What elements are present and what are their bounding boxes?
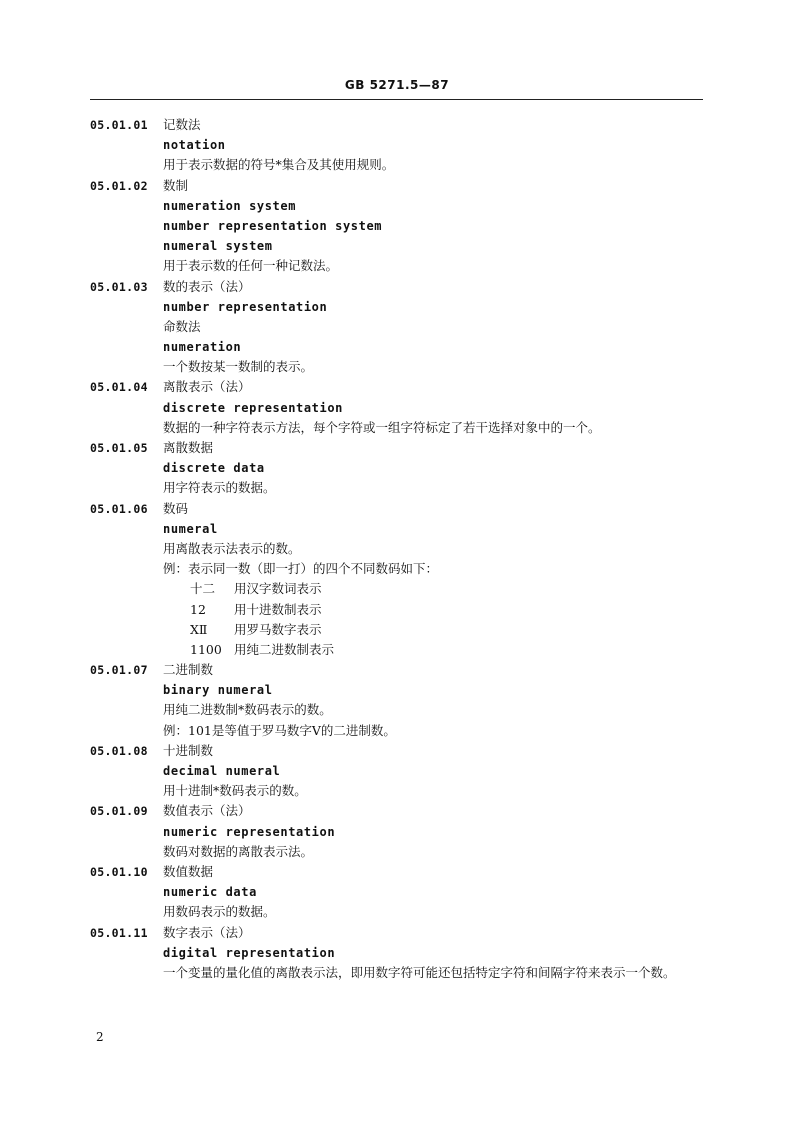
term-chinese: 数的表示（法）	[163, 278, 251, 294]
term-entry	[90, 862, 710, 923]
term-chinese: 离散数据	[163, 440, 214, 455]
example-code: 12	[190, 601, 206, 617]
term-entry	[90, 499, 710, 661]
term-definition: 用于表示数据的符号*集合及其使用规则。	[163, 157, 395, 173]
term-number: 05.01.03	[90, 279, 148, 294]
term-english: digital representation	[163, 945, 336, 960]
term-number: 05.01.01	[90, 118, 148, 132]
term-entry	[90, 801, 710, 862]
example-code: 十二	[190, 581, 216, 597]
term-chinese-alt: 命数法	[163, 318, 201, 334]
example-row	[190, 600, 710, 620]
term-entry	[90, 277, 710, 378]
example-row	[190, 640, 710, 660]
term-example: 例：表示同一数（即一打）的四个不同数码如下：	[163, 561, 439, 577]
term-example: 例：101是等值于罗马数字V的二进制数。	[163, 722, 396, 738]
example-desc: 用汉字数词表示	[234, 581, 322, 597]
term-definition: 一个数按某一数制的表示。	[163, 359, 314, 375]
term-number: 05.01.11	[90, 925, 148, 940]
term-entry	[90, 923, 710, 984]
page-number: 2	[96, 1030, 104, 1044]
term-number: 05.01.07	[90, 663, 148, 678]
term-english: numeric data	[163, 885, 257, 900]
term-entry	[90, 741, 710, 802]
term-definition: 用离散表示法表示的数。	[163, 540, 301, 556]
term-number: 05.01.02	[90, 178, 148, 193]
term-chinese: 数值数据	[163, 863, 214, 879]
term-definition: 一个变量的量化值的离散表示法，即用数字符可能还包括特定字符和间隔字符来表示一个数。	[163, 964, 676, 980]
term-english: binary numeral	[163, 683, 273, 698]
document-header: GB 5271.5—87	[344, 78, 450, 92]
term-definition: 用纯二进数制*数码表示的数。	[163, 702, 332, 718]
term-definition: 用数码表示的数据。	[163, 904, 276, 920]
example-row	[190, 579, 710, 599]
example-desc: 用纯二进数制表示	[234, 641, 335, 657]
term-entry	[90, 176, 710, 277]
term-entry	[90, 377, 710, 438]
example-row	[190, 620, 710, 640]
term-number: 05.01.05	[90, 441, 148, 455]
example-desc: 用十进数制表示	[234, 601, 322, 617]
term-definition: 数据的一种字符表示方法，每个字符或一组字符标定了若干选择对象中的一个。	[163, 419, 601, 435]
term-chinese: 数字表示（法）	[163, 924, 251, 940]
term-chinese: 数码	[163, 500, 189, 516]
term-english: notation	[163, 138, 226, 153]
term-number: 05.01.06	[90, 501, 148, 516]
term-chinese: 记数法	[163, 117, 201, 132]
term-english-alt: numeration	[163, 340, 242, 355]
term-english: numeral system	[163, 239, 273, 254]
example-code: XⅡ	[190, 621, 208, 637]
example-code: 1100	[190, 641, 222, 657]
term-english: decimal numeral	[163, 764, 281, 778]
term-english: numeration system	[163, 198, 297, 213]
example-desc: 用罗马数字表示	[234, 621, 322, 637]
term-chinese: 数制	[163, 177, 189, 193]
term-english: number representation system	[163, 218, 383, 233]
term-chinese: 十进制数	[163, 742, 214, 758]
term-list	[90, 115, 710, 983]
term-definition: 用字符表示的数据。	[163, 480, 276, 496]
term-definition: 数码对数据的离散表示法。	[163, 843, 314, 859]
term-english: discrete data	[163, 461, 265, 476]
term-chinese: 二进制数	[163, 662, 214, 678]
term-chinese: 数值表示（法）	[163, 803, 251, 819]
term-english: numeric representation	[163, 824, 336, 839]
term-english: discrete representation	[163, 400, 343, 415]
term-entry	[90, 660, 710, 741]
term-definition: 用十进制*数码表示的数。	[163, 783, 307, 799]
term-number: 05.01.10	[90, 864, 148, 879]
term-number: 05.01.09	[90, 804, 148, 819]
term-english: numeral	[163, 521, 218, 536]
term-definition: 用于表示数的任何一种记数法。	[163, 258, 339, 274]
header-rule	[90, 99, 703, 100]
term-chinese: 离散表示（法）	[163, 379, 251, 395]
term-english: number representation	[163, 299, 328, 314]
term-number: 05.01.04	[90, 380, 148, 395]
term-entry	[90, 438, 710, 499]
term-entry	[90, 115, 710, 176]
term-number: 05.01.08	[90, 743, 148, 758]
